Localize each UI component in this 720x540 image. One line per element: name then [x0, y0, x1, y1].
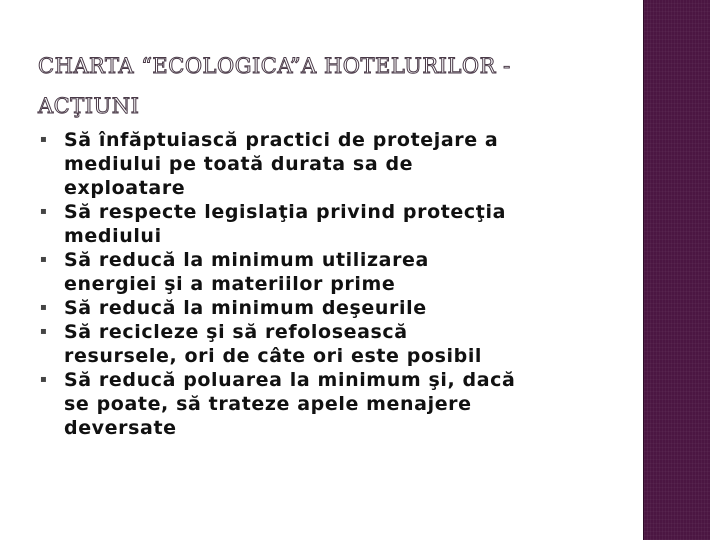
bullet-marker: ▪ — [40, 326, 48, 337]
bullet-list — [40, 128, 600, 440]
bullet-text: mediului — [64, 225, 162, 247]
bullet-marker: ▪ — [40, 206, 48, 217]
bullet-item-legislatia — [40, 200, 600, 248]
bullet-marker: ▪ — [40, 302, 48, 313]
slide-title-line-1: CHARTA “ECOLOGICA”A HOTELURILOR - — [38, 54, 511, 78]
bullet-item-poluare — [40, 368, 600, 440]
bullet-text: resursele, ori de câte ori este posibil — [64, 345, 483, 367]
bullet-item-energie — [40, 248, 600, 296]
bullet-marker: ▪ — [40, 134, 48, 145]
bullet-text: mediului pe toată durata sa de — [64, 153, 414, 175]
bullet-item-practici — [40, 128, 600, 200]
bullet-item-deseuri — [40, 296, 600, 320]
bullet-marker: ▪ — [40, 254, 48, 265]
bullet-text: Să reducă la minimum deşeurile — [64, 297, 427, 319]
decorative-side-band — [643, 0, 711, 540]
slide-right-margin — [710, 0, 720, 540]
bullet-text: exploatare — [64, 177, 186, 199]
bullet-item-reciclare — [40, 320, 600, 368]
bullet-text: Să recicleze şi să refolosească — [64, 321, 408, 343]
bullet-text: energiei şi a materiilor prime — [64, 273, 396, 295]
bullet-text: deversate — [64, 417, 177, 439]
bullet-text: Să înfăptuiască practici de protejare a — [64, 129, 499, 151]
bullet-text: Să reducă poluarea la minimum şi, dacă — [64, 369, 516, 391]
bullet-text: se poate, să trateze apele menajere — [64, 393, 472, 415]
slide-title-line-2: ACŢIUNI — [38, 94, 140, 118]
bullet-text: Să reducă la minimum utilizarea — [64, 249, 429, 271]
slide-title — [38, 46, 598, 126]
bullet-text: Să respecte legislaţia privind protecţia — [64, 201, 506, 223]
bullet-marker: ▪ — [40, 374, 48, 385]
